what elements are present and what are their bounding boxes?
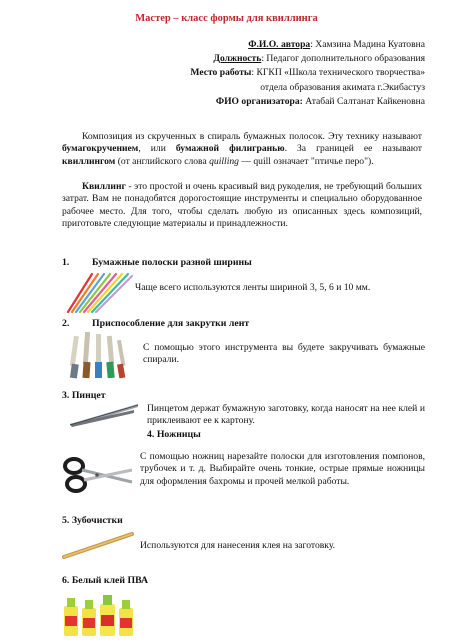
author-position: Должность: Педагог дополнительного образования <box>213 53 425 65</box>
scissors-image <box>62 452 134 496</box>
author-block <box>190 38 425 109</box>
section-6-heading: 6. Белый клей ПВА <box>62 575 149 586</box>
tweezers-image <box>68 400 140 430</box>
section-2-text: С помощью этого инструмента вы будете закручивать бумажные спирали. <box>143 342 425 366</box>
intro-paragraph-2: Квиллинг - это простой и очень красивый вид рукоделия, не требующий больших затрат. Вам не понадобятся дорогостоящие инструменты и специально оборудованное рабочее место. Для того, чтобы сделать любую из описанных здесь композиций, приготовьте следующие материалы и принадлежности. <box>62 181 422 230</box>
author-workplace-line2: отдела образования акимата г.Экибастуз <box>260 81 425 93</box>
section-5-heading: 5. Зубочистки <box>62 515 123 526</box>
section-3-text: Пинцетом держат бумажную заготовку, когда наносят на нее клей и приклеивают ее к картону. <box>147 403 425 427</box>
page-title: Мастер – класс формы для квиллинга <box>135 13 318 24</box>
toothpick-image <box>62 530 134 560</box>
section-5-text: Используются для нанесения клея на заготовку. <box>140 540 336 551</box>
section-4-heading: 4. Ножницы <box>147 429 201 440</box>
author-organizer: ФИО организатора: Атабай Салтанат Кайкеновна <box>215 95 425 107</box>
pva-glue-image <box>60 590 142 638</box>
section-2-heading: 2. Приспособление для закрутки лент <box>62 318 250 329</box>
section-1-text: Чаще всего используются ленты шириной 3, 5, 6 и 10 мм. <box>135 282 371 293</box>
section-3-heading: 3. Пинцет <box>62 390 106 401</box>
paper-strips-image <box>62 272 134 314</box>
section-4-text: С помощью ножниц нарезайте полоски для изготовления помпонов, трубочек и т. д. Выбирайте очень тонкие, острые прямые ножницы для оформления бахромы и прочей мелкой работы. <box>140 451 425 487</box>
author-fio: Ф.И.О. автора: Хамзина Мадина Куатовна <box>248 39 425 50</box>
author-workplace: Место работы: КГКП «Школа технического творчества» <box>190 67 425 79</box>
quilling-tool-image <box>66 330 132 382</box>
intro-paragraph-1: Композиция из скрученных в спираль бумажных полосок. Эту технику называют бумагокручением, или бумажной филигранью. За границей ее называют квиллингом (от английского слова quilling — quill означает "птичье перо"). <box>62 131 422 167</box>
section-1-heading: 1. Бумажные полоски разной ширины <box>62 257 252 268</box>
